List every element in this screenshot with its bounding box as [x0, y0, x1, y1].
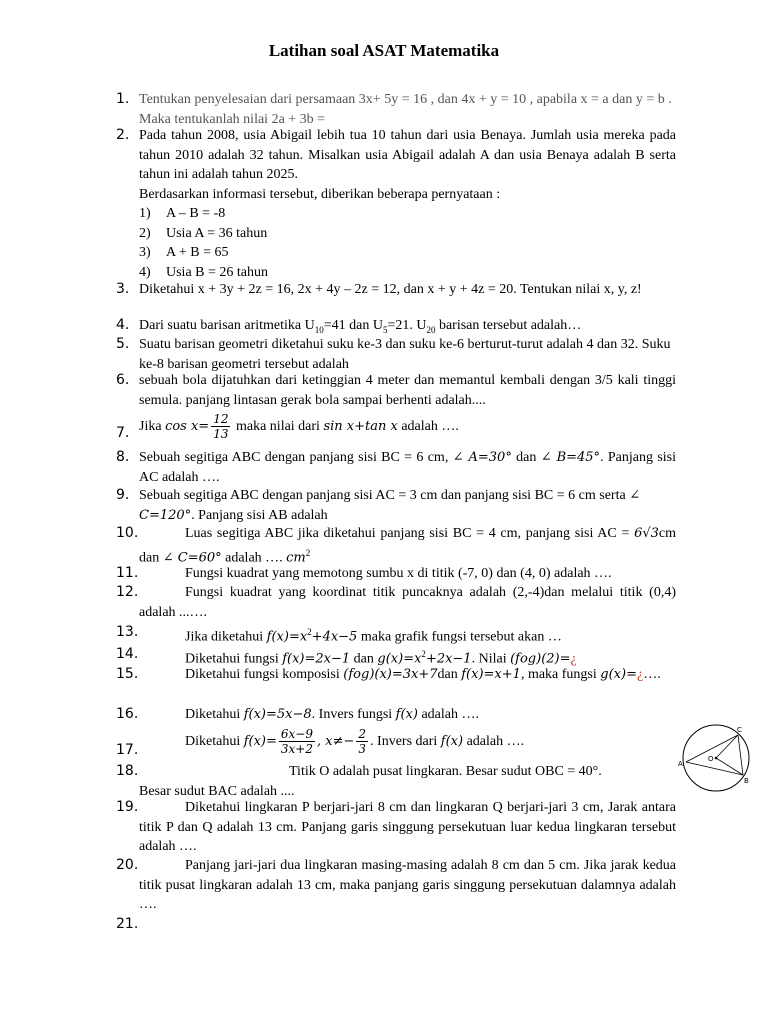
statement-item: 2) Usia A = 36 tahun — [139, 225, 268, 241]
question-16 — [116, 705, 676, 725]
question-text: Sebuah segitiga ABC dengan panjang sisi BC = 6 cm, ∠ A=30° dan ∠ B=45°. Panjang sisi AC adalah …. — [139, 450, 676, 485]
question-number: 10. — [116, 525, 139, 541]
question-number: 11. — [116, 565, 139, 581]
question-text-2: Besar sudut BAC adalah .... — [139, 783, 295, 799]
center-point — [715, 757, 718, 760]
question-6 — [116, 371, 676, 410]
question-17 — [116, 724, 676, 760]
question-number: 15. — [116, 666, 139, 682]
question-number: 16. — [116, 706, 139, 722]
question-number: 3. — [116, 281, 130, 297]
question-10 — [116, 524, 676, 568]
question-number: 21. — [116, 916, 139, 932]
question-number: 18. — [116, 763, 139, 779]
question-number: 1. — [116, 91, 130, 107]
question-number: 5. — [116, 336, 130, 352]
question-8 — [116, 448, 676, 487]
question-7 — [116, 412, 676, 442]
question-text: Diketahui x + 3y + 2z = 16, 2x + 4y – 2z = 12, dan x + y + 4z = 20. Tentukan nilai x, y, z! — [139, 282, 642, 297]
question-19 — [116, 798, 676, 857]
question-text: Diketahui lingkaran P berjari-jari 8 cm dan lingkaran Q berjari-jari 3 cm, Jarak antara titik P dan Q adalah 13 cm. Panjang garis singgung persekutuan luar kedua lingkaran tersebut adalah …. — [139, 800, 676, 854]
statement-item: 1) A – B = -8 — [139, 206, 226, 221]
question-intro: Berdasarkan informasi tersebut, diberikan beberapa pernyataan : — [139, 186, 501, 202]
label-c: C — [737, 726, 742, 734]
question-text: Panjang jari-jari dua lingkaran masing-masing adalah 8 cm dan 5 cm. Jika jarak kedua titik pusat lingkaran adalah 13 cm, maka panjang garis singgung persekutuan dalamnya adalah …. — [139, 858, 676, 912]
question-12 — [116, 583, 676, 622]
question-11 — [116, 564, 676, 584]
statement-item: 4) Usia B = 26 tahun — [139, 264, 268, 280]
question-number: 20. — [116, 857, 139, 873]
question-text: Diketahui fungsi komposisi (fog)(x)=3x+7dan f(x)=x+1, maka fungsi g(x)=¿…. — [185, 667, 661, 682]
question-number: 17. — [116, 742, 139, 758]
question-number: 19. — [116, 799, 139, 815]
fraction: $\frac{2}{3}$ — [358, 727, 367, 757]
statement-item: 3) A + B = 65 — [139, 245, 229, 260]
label-b: B — [744, 777, 749, 785]
segment-cb — [738, 735, 743, 775]
question-text: sebuah bola dijatuhkan dari ketinggian 4 meter dan memantul kembali dengan 3/5 kali tinggi semula. panjang lintasan gerak bola sampai berhenti adalah.... — [139, 373, 676, 408]
segment-ob — [716, 758, 743, 775]
question-5 — [116, 335, 676, 374]
question-number: 9. — [116, 487, 130, 503]
question-number: 4. — [116, 317, 130, 333]
question-text: Fungsi kuadrat yang koordinat titik puncaknya adalah (2,-4)dan melalui titik (0,4) adalah ...…. — [139, 585, 676, 620]
question-text: Jika cos x= $\frac{12}{13}$ maka nilai dari sin x+tan x adalah …. — [139, 412, 459, 442]
fraction: $\frac{12}{13}$ — [213, 412, 229, 442]
question-text: Dari suatu barisan aritmetika $U_{10}=41$ dan $U_5=21$. $U_{20}$ barisan tersebut adalah… — [139, 318, 582, 335]
label-a: A — [678, 760, 683, 768]
question-number: 13. — [116, 624, 139, 640]
question-text: Titik O adalah pusat lingkaran. Besar sudut OBC = 40°. — [289, 764, 602, 779]
question-text: Suatu barisan geometri diketahui suku ke-3 dan suku ke-6 berturut-turut adalah 4 dan 32. Suku ke-8 barisan geometri tersebut adalah — [139, 337, 671, 372]
question-number: 2. — [116, 127, 130, 143]
question-text: Diketahui fungsi f(x)=2x−1 dan $g(x)=x^2+2x-1$. Nilai (fog)(2)=¿ — [185, 649, 577, 667]
question-number: 7. — [116, 425, 130, 441]
label-o: O — [708, 755, 714, 763]
question-13 — [116, 623, 676, 647]
question-18 — [116, 762, 676, 801]
statement-list — [139, 204, 676, 282]
question-2 — [116, 126, 676, 282]
question-9 — [116, 486, 676, 525]
page-title: Latihan soal ASAT Matematika — [268, 41, 500, 60]
fraction: $\frac{6x-9}{3x+2}$ — [280, 727, 313, 757]
segment-oc — [716, 735, 738, 758]
question-20 — [116, 856, 676, 915]
question-text: Diketahui f(x)= $\frac{6x-9}{3x+2}$ , x≠− $\frac{2}{3}$ . Invers dari f(x) adalah …. — [185, 727, 525, 757]
question-text: Luas segitiga ABC jika diketahui panjang sisi BC = 4 cm, panjang sisi AC = 6√3cm dan ∠ C=60° adalah …. $cm^2$ — [139, 526, 676, 566]
question-number: 12. — [116, 584, 139, 600]
question-text: Tentukan penyelesaian dari persamaan 3x+ 5y = 16 , dan 4x + y = 10 , apabila x = a dan y = b . Maka tentukanlah nilai 2a + 3b = — [139, 92, 672, 127]
question-1 — [116, 90, 676, 129]
question-text: Fungsi kuadrat yang memotong sumbu x di titik (-7, 0) dan (4, 0) adalah …. — [185, 566, 612, 581]
segment-ab — [686, 762, 743, 775]
question-number: 6. — [116, 372, 130, 388]
question-text: Jika diketahui $f(x)=x^2+4x-5$ maka grafik fungsi tersebut akan … — [185, 627, 562, 645]
question-text: Pada tahun 2008, usia Abigail lebih tua 10 tahun dari usia Benaya. Jumlah usia mereka pada tahun 2010 adalah 32 tahun. Misalkan usia Abigail adalah A dan usia Benaya adalah B serta tahun ini adalah tahun 2025. — [139, 128, 676, 182]
circle-figure — [678, 720, 758, 800]
question-3 — [116, 280, 676, 300]
question-15 — [116, 665, 676, 685]
question-text: Sebuah segitiga ABC dengan panjang sisi AC = 3 cm dan panjang sisi BC = 6 cm serta ∠ C=120°. Panjang sisi AB adalah — [139, 488, 641, 523]
question-number: 14. — [116, 646, 139, 662]
question-text: Diketahui f(x)=5x−8. Invers fungsi f(x) adalah …. — [185, 707, 479, 722]
question-number: 8. — [116, 449, 130, 465]
